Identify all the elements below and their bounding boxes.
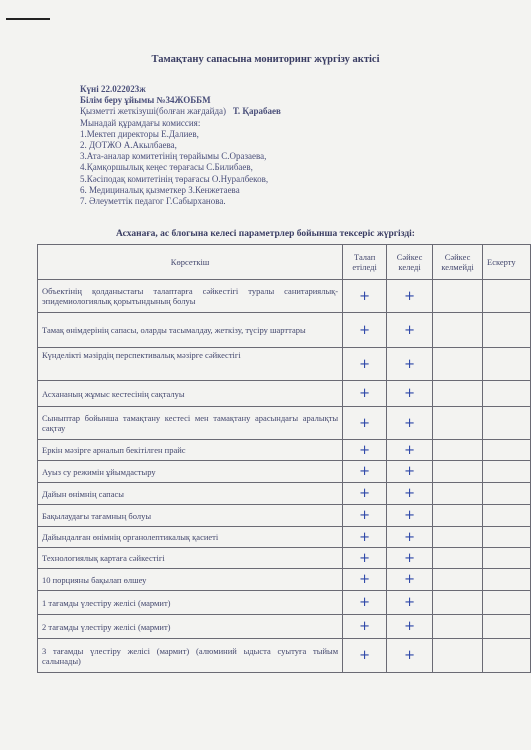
indicator-cell: 3 тағамды үлестіру желісі (мармит) (алюминий ыдыста суытуға тыйым салынады) [38, 639, 343, 673]
required-mark: + [343, 548, 387, 569]
compliant-mark: + [387, 440, 433, 461]
compliant-mark: + [387, 505, 433, 527]
table-row [38, 615, 531, 639]
indicator-cell: Дайын өнімнің сапасы [38, 483, 343, 505]
required-mark: + [343, 280, 387, 313]
required-mark: + [343, 505, 387, 527]
noncompliant-cell [433, 348, 483, 381]
table-row [38, 381, 531, 407]
indicator-cell: Тамақ өнімдерінің сапасы, оларды тасымалдау, жеткізу, түсіру шарттары [38, 313, 343, 348]
noncompliant-cell [433, 505, 483, 527]
required-mark: + [343, 313, 387, 348]
required-mark: + [343, 407, 387, 440]
note-cell [483, 313, 531, 348]
note-cell [483, 440, 531, 461]
noncompliant-cell [433, 569, 483, 591]
commission-member: 5.Кәсіподақ комитетінің төрағасы О.Нуралбеков, [80, 173, 269, 184]
table-row [38, 639, 531, 673]
document-title: Тамақтану сапасына мониторинг жүргізу актісі [151, 54, 380, 65]
table-row [38, 483, 531, 505]
required-mark: + [343, 591, 387, 615]
indicator-cell: Асхананың жұмыс кестесінің сақталуы [38, 381, 343, 407]
noncompliant-cell [433, 483, 483, 505]
required-mark: + [343, 381, 387, 407]
inspection-subtitle: Асханаға, ас блогына келесі параметрлер бойынша тексеріс жүргізді: [116, 229, 415, 239]
document-header [80, 84, 281, 207]
table-row [38, 280, 531, 313]
compliant-mark: + [387, 483, 433, 505]
compliant-mark: + [387, 639, 433, 673]
noncompliant-cell [433, 313, 483, 348]
note-cell [483, 639, 531, 673]
note-cell [483, 527, 531, 548]
table-row [38, 569, 531, 591]
noncompliant-cell [433, 591, 483, 615]
compliant-mark: + [387, 591, 433, 615]
compliant-mark: + [387, 461, 433, 483]
table-row [38, 348, 531, 381]
note-cell [483, 569, 531, 591]
inspection-table [37, 244, 531, 673]
indicator-cell: Дайындалған өнімнің органолептикалық қасиеті [38, 527, 343, 548]
noncompliant-cell [433, 461, 483, 483]
required-mark: + [343, 527, 387, 548]
commission-title: Мынадай құрамдағы комиссия: [80, 117, 201, 128]
column-header-required: Талап етіледі [343, 245, 387, 280]
table-row [38, 440, 531, 461]
indicator-cell: 10 порцияны бақылап өлшеу [38, 569, 343, 591]
indicator-cell: Технологиялық картаға сәйкестігі [38, 548, 343, 569]
corner-mark [6, 18, 50, 20]
note-cell [483, 483, 531, 505]
indicator-cell: Еркін мәзірге арналып бекітілген прайс [38, 440, 343, 461]
provider-line [80, 106, 281, 117]
required-mark: + [343, 461, 387, 483]
indicator-cell: Объектінің қолданыстағы талаптарға сәйкестігі туралы санитариялық-эпидемиологиялық қорытындының болуы [38, 280, 343, 313]
indicator-cell: 1 тағамды үлестіру желісі (мармит) [38, 591, 343, 615]
column-header-compliant: Сәйкес келеді [387, 245, 433, 280]
compliant-mark: + [387, 313, 433, 348]
indicator-cell: Ауыз су режимін ұйымдастыру [38, 461, 343, 483]
noncompliant-cell [433, 440, 483, 461]
commission-member: 1.Мектеп директоры Е.Далиев, [80, 128, 199, 139]
noncompliant-cell [433, 639, 483, 673]
table-row [38, 313, 531, 348]
school-line: Білім беру ұйымы №34ЖОББМ [80, 95, 211, 106]
compliant-mark: + [387, 615, 433, 639]
note-cell [483, 461, 531, 483]
indicator-cell: Сыныптар бойынша тамақтану кестесі мен тамақтану арасындағы аралықты сақтау [38, 407, 343, 440]
indicator-cell: 2 тағамды үлестіру желісі (мармит) [38, 615, 343, 639]
table-row [38, 527, 531, 548]
noncompliant-cell [433, 548, 483, 569]
commission-member: 3.Ата-аналар комитетінің төрайымы С.Оразаева, [80, 151, 267, 162]
required-mark: + [343, 569, 387, 591]
table-row [38, 591, 531, 615]
column-header-note: Ескерту [483, 245, 531, 280]
note-cell [483, 348, 531, 381]
note-cell [483, 505, 531, 527]
table-header-row [38, 245, 531, 280]
table-row [38, 548, 531, 569]
noncompliant-cell [433, 615, 483, 639]
required-mark: + [343, 639, 387, 673]
indicator-cell: Күнделікті мәзірдің перспективалық мәзірге сәйкестігі [38, 348, 343, 381]
note-cell [483, 280, 531, 313]
compliant-mark: + [387, 348, 433, 381]
noncompliant-cell [433, 527, 483, 548]
commission-member: 7. Әлеуметтік педагог Г.Сабырханова. [80, 196, 226, 207]
noncompliant-cell [433, 381, 483, 407]
note-cell [483, 615, 531, 639]
compliant-mark: + [387, 527, 433, 548]
table-row [38, 505, 531, 527]
required-mark: + [343, 615, 387, 639]
note-cell [483, 381, 531, 407]
indicator-cell: Бақылаудағы тағамның болуы [38, 505, 343, 527]
note-cell [483, 591, 531, 615]
required-mark: + [343, 440, 387, 461]
required-mark: + [343, 348, 387, 381]
table-row [38, 407, 531, 440]
note-cell [483, 548, 531, 569]
note-cell [483, 407, 531, 440]
required-mark: + [343, 483, 387, 505]
compliant-mark: + [387, 548, 433, 569]
noncompliant-cell [433, 407, 483, 440]
commission-member: 2. ДОТЖО А.Акылбаева, [80, 140, 177, 151]
commission-member: 6. Медициналық қызметкер З.Кенжетаева [80, 184, 240, 195]
column-header-indicator: Көрсеткіш [38, 245, 343, 280]
table-row [38, 461, 531, 483]
provider-name: Т. Қарабаев [232, 106, 281, 117]
noncompliant-cell [433, 280, 483, 313]
compliant-mark: + [387, 407, 433, 440]
date-line: Күні 22.022023ж [80, 84, 146, 94]
provider-label: Қызметті жеткізуші(болған жағдайда) [80, 106, 227, 117]
column-header-noncompliant: Сәйкес келмейді [433, 245, 483, 280]
compliant-mark: + [387, 569, 433, 591]
compliant-mark: + [387, 381, 433, 407]
compliant-mark: + [387, 280, 433, 313]
commission-member: 4.Қамқоршылық кеңес төрағасы С.Билибаев, [80, 162, 253, 173]
